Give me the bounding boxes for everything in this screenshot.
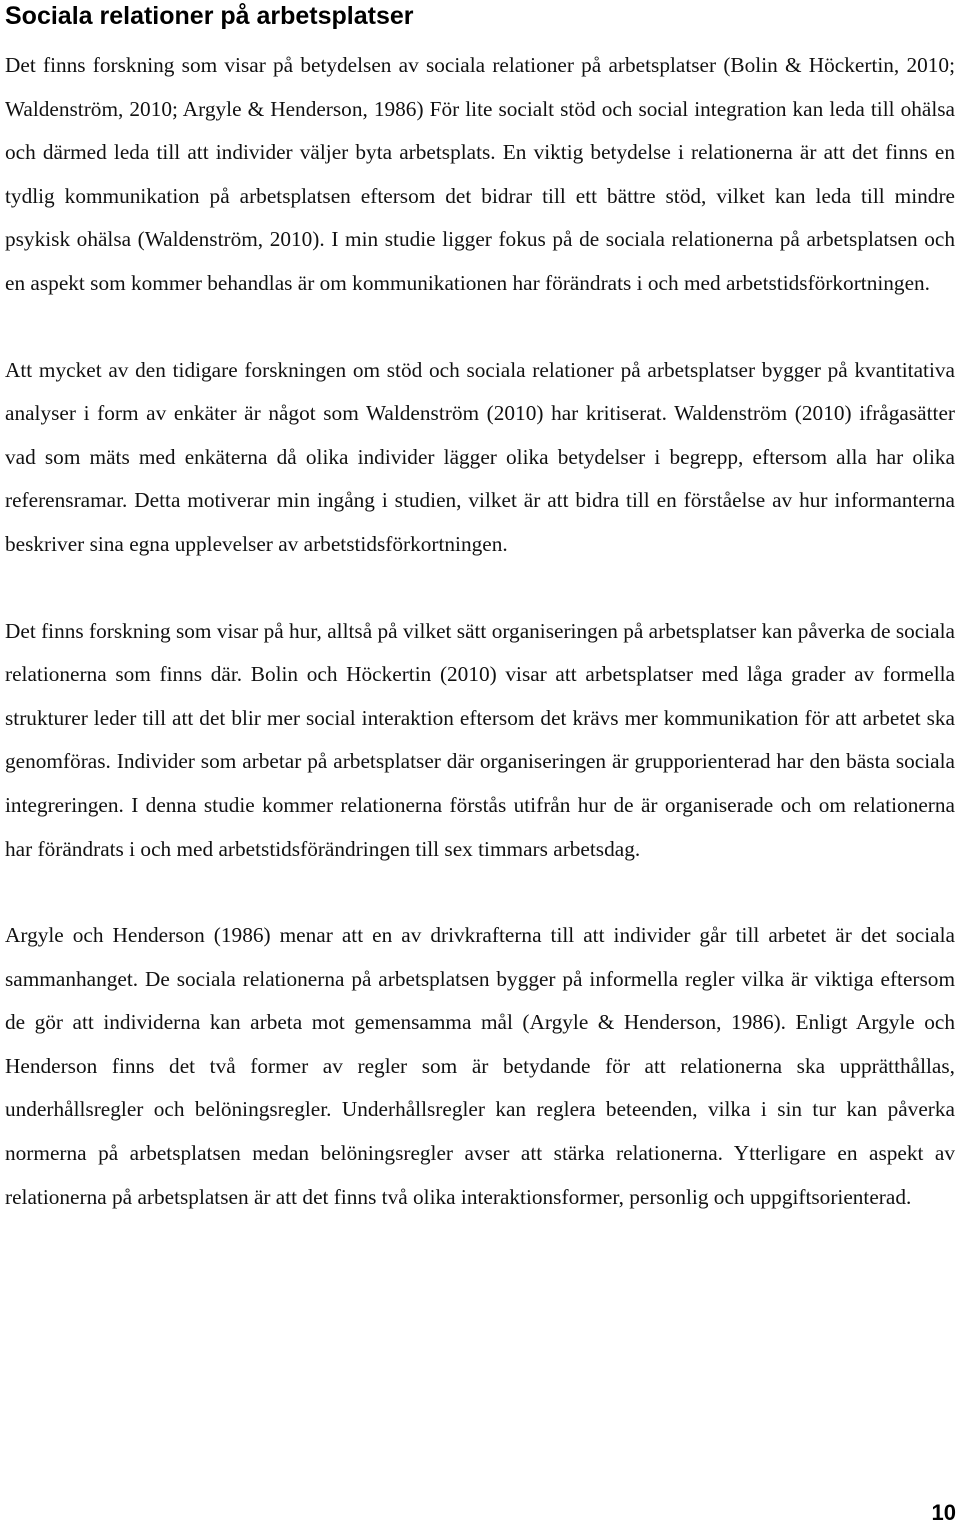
paragraph-4	[5, 914, 955, 1219]
paragraph-4-sentence-3: Enligt Argyle och Henderson finns det två former av regler som är betydande för att relationerna ska upprätthållas, underhållsregler och belöningsregler.	[5, 1010, 955, 1122]
paragraph-2-sentence-1: Att mycket av den tidigare forskningen om stöd och sociala relationer på arbetsplatser bygger på kvantitativa analyser i form av enkäter är något som Waldenström (2010) har kritiserat.	[5, 357, 955, 426]
paragraph-3-sentence-1: Det finns forskning som visar på hur, alltså på vilket sätt organiseringen på arbetsplatser kan påverka de sociala relationerna som finns där.	[5, 618, 955, 687]
section-heading: Sociala relationer på arbetsplatser	[5, 2, 414, 30]
paragraph-2-sentence-3: Detta motiverar min ingång i studien, vilket är att bidra till en förståelse av hur informanterna beskriver sina egna upplevelser av arbetstidsförkortningen.	[5, 488, 956, 556]
paragraph-1-sentence-2: En viktig betydelse i relationerna är att det finns en tydlig kommunikation på arbetsplatsen eftersom det bidrar till ett bättre stöd, vilket kan leda till mindre psykisk ohälsa (Waldenström, 2010).	[5, 140, 956, 252]
paragraph-1-sentence-1: Det finns forskning som visar på betydelsen av sociala relationer på arbetsplatser (Bolin & Höckertin, 2010; Waldenström, 2010; Argyle & Henderson, 1986) För lite socialt stöd och social integration kan leda till ohälsa och därmed leda till att individer väljer byta arbetsplats.	[5, 53, 955, 165]
document-page	[5, 0, 955, 1219]
paragraph-2	[5, 349, 955, 567]
paragraph-3-sentence-2: Bolin och Höckertin (2010) visar att arbetsplatser med låga grader av formella strukturer leder till att det blir mer social interaktion eftersom det krävs mer kommunikation för att arbetet ska genomföras.	[5, 662, 955, 774]
paragraph-3-sentence-4: I denna studie kommer relationerna förstås utifrån hur de är organiserade och om relationerna har förändrats i och med arbetstidsförändringen till sex timmars arbetsdag.	[5, 792, 955, 861]
paragraph-4-sentence-1: Argyle och Henderson (1986) menar att en av drivkrafterna till att individer går till arbetet är det sociala sammanhanget.	[5, 923, 955, 991]
paragraph-1-sentence-3: I min studie ligger fokus på de sociala relationerna på arbetsplatsen och en aspekt som kommer behandlas är om kommunikationen har förändrats i och med arbetstidsförkortningen.	[5, 227, 955, 295]
paragraph-4-sentence-5: Ytterligare en aspekt av relationerna på arbetsplatsen är att det finns två olika interaktionsformer, personlig och uppgiftsorienterad.	[5, 1141, 955, 1209]
paragraph-2-sentence-2: Waldenström (2010) ifrågasätter vad som mäts med enkäterna då olika individer lägger olika betydelser i begrepp, eftersom alla har olika referensramar.	[5, 401, 955, 513]
paragraph-4-sentence-4: Underhållsregler kan reglera beteenden, vilka i sin tur kan påverka normerna på arbetsplatsen medan belöningsregler avser att stärka relationerna.	[5, 1097, 955, 1166]
page-number: 10	[931, 1500, 956, 1525]
paragraph-4-sentence-2: De sociala relationerna på arbetsplatsen bygger på informella regler vilka är viktiga eftersom de gör att individerna kan arbeta mot gemensamma mål (Argyle & Henderson, 1986).	[5, 966, 956, 1035]
paragraph-3-sentence-3: Individer som arbetar på arbetsplatser där organiseringen är grupporienterad har den bästa sociala integreringen.	[5, 749, 955, 817]
paragraph-1	[5, 44, 955, 306]
paragraph-3	[5, 610, 955, 872]
